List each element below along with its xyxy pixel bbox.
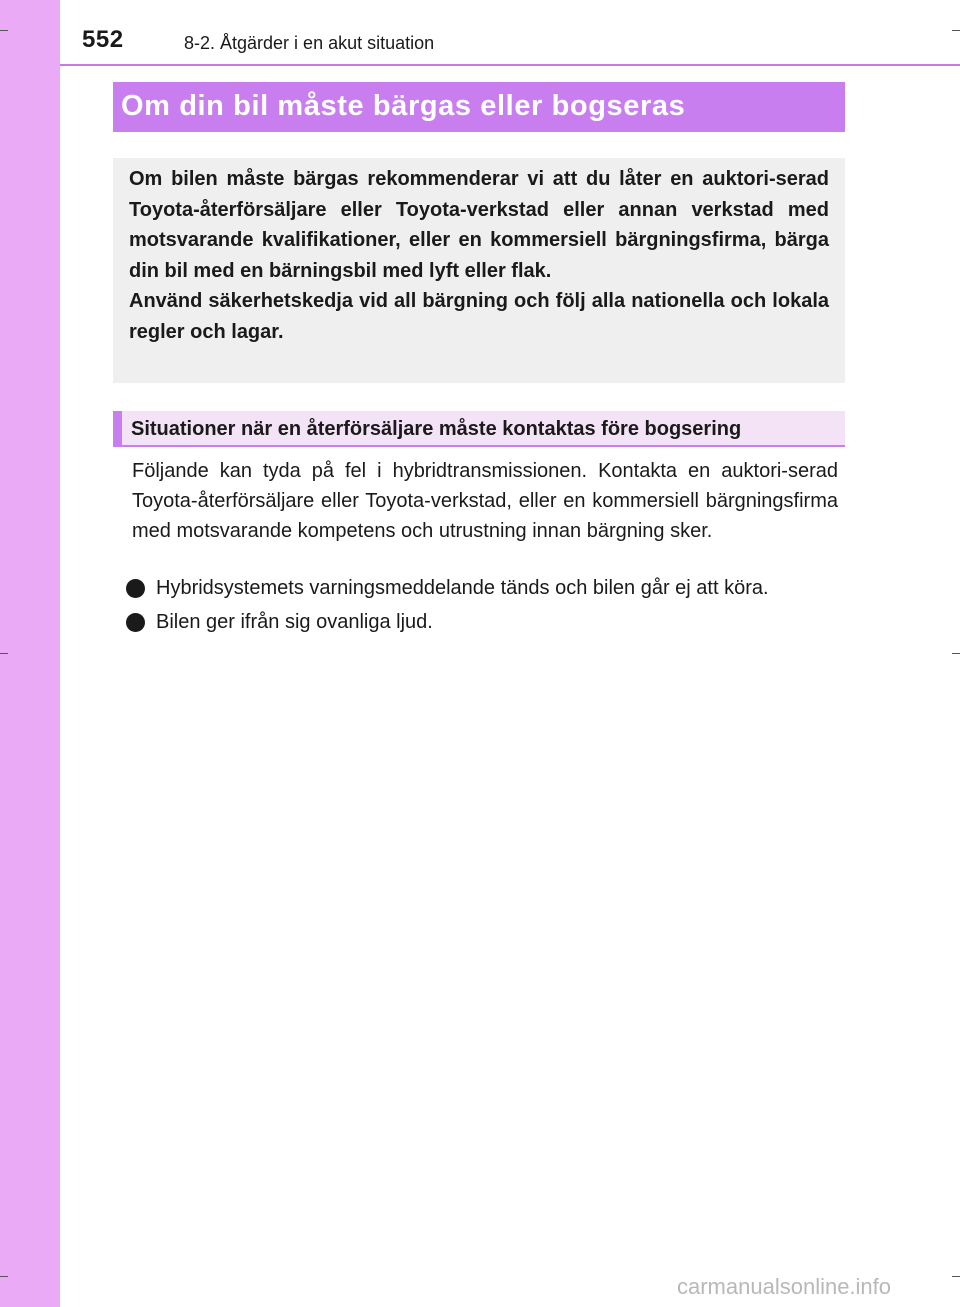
subheading-bar xyxy=(113,411,845,447)
bullet-dot-icon xyxy=(126,613,145,632)
bullet-list xyxy=(126,573,846,641)
crop-mark xyxy=(952,30,960,31)
side-color-strip xyxy=(0,0,60,1307)
list-item xyxy=(126,573,846,603)
list-item-text: Hybridsystemets varningsmeddelande tänds och bilen går ej att köra. xyxy=(156,577,769,599)
body-text xyxy=(132,456,838,546)
subheading: Situationer när en återförsäljare måste kontaktas före bogsering xyxy=(131,418,742,440)
crop-mark xyxy=(0,653,8,654)
section-title: Om din bil måste bärgas eller bogseras xyxy=(121,90,686,122)
section-path: 8-2. Åtgärder i en akut situation xyxy=(184,33,435,53)
page-number: 552 xyxy=(82,26,124,53)
notice-box xyxy=(113,158,845,383)
crop-mark xyxy=(0,30,8,31)
bullet-dot-icon xyxy=(126,579,145,598)
list-item-text: Bilen ger ifrån sig ovanliga ljud. xyxy=(156,611,433,633)
crop-mark xyxy=(952,1276,960,1277)
body-paragraph: Följande kan tyda på fel i hybridtransmissionen. Kontakta en auktori-serad Toyota-återförsäljare eller Toyota-verkstad, eller en kommersiell bärgningsfirma med motsvarande kompetens och utrustning innan bärgning sker. xyxy=(132,460,838,542)
watermark: carmanualsonline.info xyxy=(677,1274,892,1299)
notice-paragraph: Använd säkerhetskedja vid all bärgning och följ alla nationella och lokala regler och lagar. xyxy=(129,290,829,343)
notice-paragraph: Om bilen måste bärgas rekommenderar vi att du låter en auktori-serad Toyota-återförsäljare eller Toyota-verkstad eller annan verkstad med motsvarande kvalifikationer, eller en kommersiell bärgningsfirma, bärga din bil med en bärningsbil med lyft eller flak. xyxy=(129,168,829,282)
crop-mark xyxy=(0,1276,8,1277)
header-divider xyxy=(60,64,960,66)
section-title-bar xyxy=(113,82,845,132)
crop-mark xyxy=(952,653,960,654)
list-item xyxy=(126,607,846,637)
